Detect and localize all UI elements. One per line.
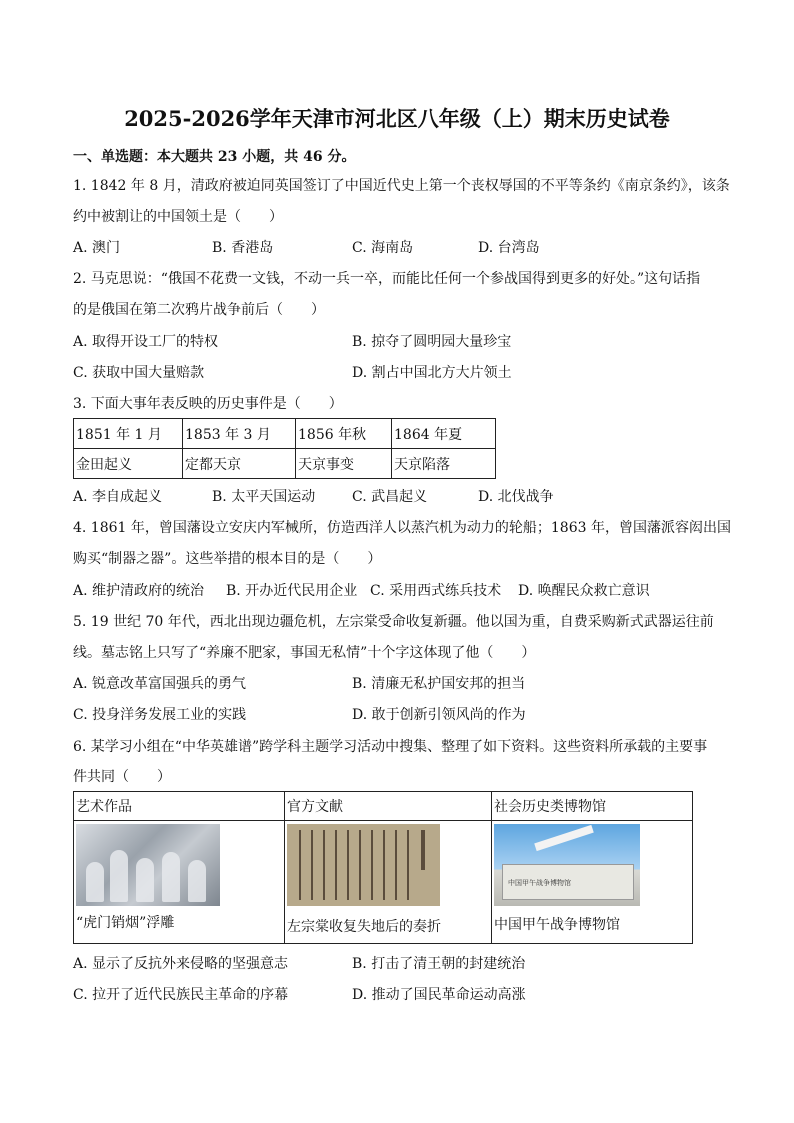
museum-building-image [494, 824, 640, 906]
q4-option-a[interactable]: A. 维护清政府的统治 [73, 583, 205, 599]
q6-stem-line-1: 6. 某学习小组在“中华英雄谱”跨学科主题学习活动中搜集、整理了如下资料。这些资料所承载的主要事 [73, 739, 708, 755]
header-cell: 社会历史类博物馆 [492, 792, 693, 821]
q1-option-d[interactable]: D. 台湾岛 [478, 240, 540, 256]
q5-stem-line-1: 5. 19 世纪 70 年代，西北出现边疆危机，左宗棠受命收复新疆。他以国为重，自费采购新式武器运往前 [73, 614, 714, 630]
q6-option-a[interactable]: A. 显示了反抗外来侵略的坚强意志 [73, 956, 289, 972]
q5-stem-line-2: 线。墓志铭上只写了“养廉不肥家，事国无私情”十个字这体现了他（ ） [73, 645, 536, 661]
document-cell [285, 821, 492, 944]
q2-stem-line-2: 的是俄国在第二次鸦片战争前后（ ） [73, 302, 325, 318]
q3-option-c[interactable]: C. 武昌起义 [352, 489, 428, 505]
museum-cell [492, 821, 693, 944]
q1-option-a[interactable]: A. 澳门 [73, 240, 121, 256]
q3-option-b[interactable]: B. 太平天国运动 [212, 489, 316, 505]
q6-stem-line-2: 件共同（ ） [73, 769, 171, 785]
q3-option-d[interactable]: D. 北伐战争 [478, 489, 554, 505]
exam-title: 2025-2026学年天津市河北区八年级（上）期末历史试卷 [124, 106, 670, 131]
table-row [74, 449, 496, 479]
chronology-table [73, 418, 496, 479]
table-row [74, 821, 693, 944]
date-cell: 1851 年 1 月 [74, 419, 183, 449]
q5-option-a[interactable]: A. 锐意改革富国强兵的勇气 [73, 676, 247, 692]
date-cell: 1856 年秋 [296, 419, 392, 449]
q4-stem-line-2: 购买“制器之器”。这些举措的根本目的是（ ） [73, 551, 382, 567]
q1-stem-line-2: 约中被割让的中国领土是（ ） [73, 209, 283, 225]
event-cell: 金田起义 [74, 449, 183, 479]
q1-option-b[interactable]: B. 香港岛 [212, 240, 274, 256]
museum-sign: 中国甲午战争博物馆 [508, 879, 571, 887]
event-cell: 定都天京 [183, 449, 296, 479]
q5-option-c[interactable]: C. 投身洋务发展工业的实践 [73, 707, 247, 723]
q2-option-c[interactable]: C. 获取中国大量赔款 [73, 365, 205, 381]
table-row [74, 419, 496, 449]
event-cell: 天京陷落 [392, 449, 496, 479]
q1-stem-line-1: 1. 1842 年 8 月，清政府被迫同英国签订了中国近代史上第一个丧权辱国的不平等条约《南京条约》，该条 [73, 178, 730, 194]
q2-option-b[interactable]: B. 掠夺了圆明园大量珍宝 [352, 334, 512, 350]
q1-option-c[interactable]: C. 海南岛 [352, 240, 414, 256]
header-cell: 艺术作品 [74, 792, 285, 821]
q4-option-c[interactable]: C. 采用西式练兵技术 [370, 583, 502, 599]
q5-option-b[interactable]: B. 清廉无私护国安邦的担当 [352, 676, 526, 692]
q6-option-d[interactable]: D. 推动了国民革命运动高涨 [352, 987, 526, 1003]
q4-option-d[interactable]: D. 唤醒民众救亡意识 [518, 583, 650, 599]
q4-stem-line-1: 4. 1861 年，曾国藩设立安庆内军械所，仿造西洋人以蒸汽机为动力的轮船；1863 年，曾国藩派容闳出国 [73, 520, 731, 536]
q3-option-a[interactable]: A. 李自成起义 [73, 489, 163, 505]
document-caption: 左宗棠收复失地后的奏折 [287, 919, 441, 935]
date-cell: 1853 年 3 月 [183, 419, 296, 449]
materials-table [73, 791, 693, 944]
relief-image [76, 824, 220, 906]
header-cell: 官方文献 [285, 792, 492, 821]
q2-stem-line-1: 2. 马克思说：“俄国不花费一文钱，不动一兵一卒，而能比任何一个参战国得到更多的好处。”这句话指 [73, 271, 701, 287]
artwork-caption: “虎门销烟”浮雕 [76, 915, 175, 931]
q2-option-d[interactable]: D. 割占中国北方大片领土 [352, 365, 512, 381]
date-cell: 1864 年夏 [392, 419, 496, 449]
section-heading: 一、单选题：本大题共 23 小题，共 46 分。 [73, 149, 356, 165]
q2-option-a[interactable]: A. 取得开设工厂的特权 [73, 334, 219, 350]
q5-option-d[interactable]: D. 敢于创新引领风尚的作为 [352, 707, 526, 723]
memorial-document-image [287, 824, 440, 906]
q6-option-c[interactable]: C. 拉开了近代民族民主革命的序幕 [73, 987, 289, 1003]
artwork-cell [74, 821, 285, 944]
q6-option-b[interactable]: B. 打击了清王朝的封建统治 [352, 956, 526, 972]
museum-caption: 中国甲午战争博物馆 [494, 917, 620, 933]
event-cell: 天京事变 [296, 449, 392, 479]
table-row [74, 792, 693, 821]
q4-option-b[interactable]: B. 开办近代民用企业 [226, 583, 358, 599]
q3-stem: 3. 下面大事年表反映的历史事件是（ ） [73, 396, 343, 412]
